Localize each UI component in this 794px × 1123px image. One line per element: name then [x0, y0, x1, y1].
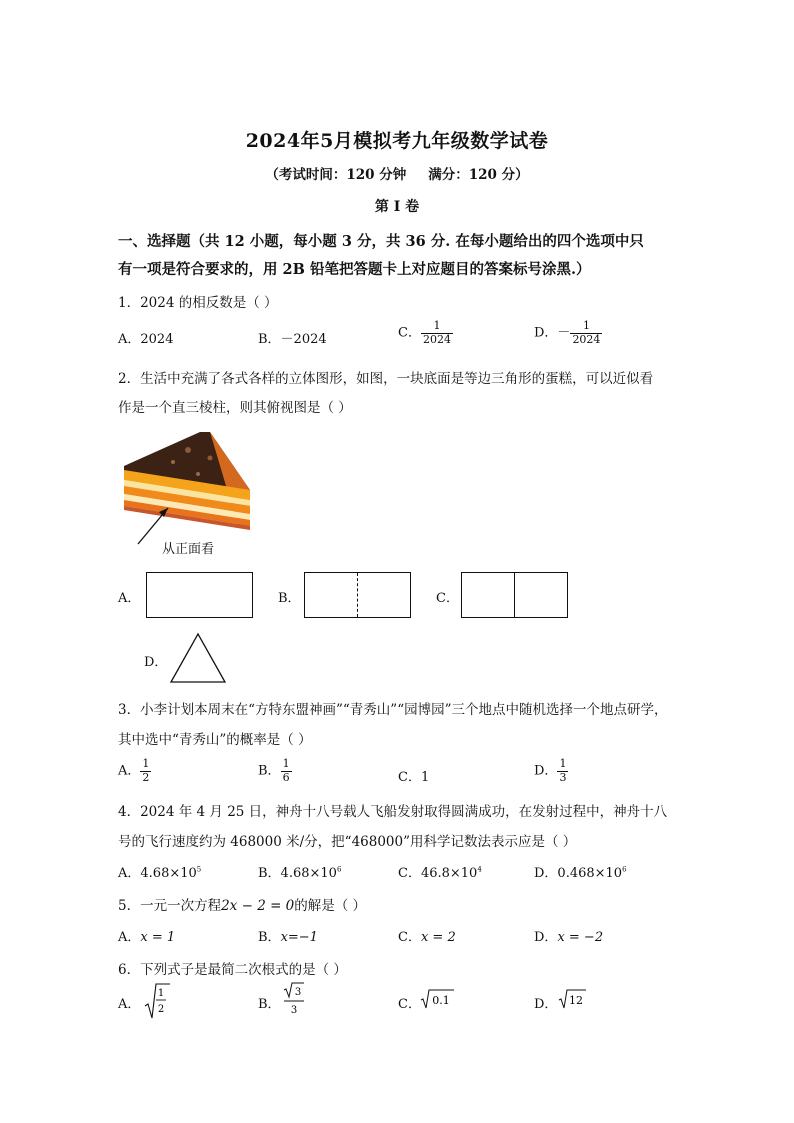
cake-prism-image: [118, 428, 258, 548]
q1-option-b: B．－2024: [258, 332, 327, 347]
q6-b-rad: 3: [294, 987, 302, 998]
q3-b-num: 1: [282, 757, 290, 770]
q3-a-den: 2: [142, 770, 150, 784]
q6-stem: 6．下列式子是最简二次根式的是（ ）: [118, 962, 347, 978]
q1-c-label: C．: [398, 325, 421, 341]
q6-option-b-fraction: [282, 982, 308, 1020]
q2-option-b-rectangle: [304, 572, 411, 618]
q3-option-d: [534, 758, 568, 784]
q3-a-num: 1: [142, 757, 150, 770]
q4-b-base: B．4.68×10: [258, 866, 337, 881]
q4-stem-line2: 号的飞行速度约为 468000 米/分，把“468000”用科学记数法表示应是（ ）: [118, 834, 577, 850]
q1-d-label: D．－: [534, 325, 571, 341]
q4-option-d: [534, 862, 627, 881]
q4-b-exp: 6: [336, 865, 342, 874]
q5-stem-pre: 5．一元一次方程: [118, 898, 222, 914]
q3-b-den: 6: [282, 770, 290, 784]
q1-stem: 1．2024 的相反数是（ ）: [118, 295, 278, 311]
q5-c-label: C．: [398, 930, 421, 945]
q2-stem-line2: 作是一个直三棱柱，则其俯视图是（ ）: [118, 400, 352, 416]
q1-c-fraction: [421, 320, 453, 346]
q2-option-c-label: C．: [436, 591, 459, 606]
q3-option-c: C．1: [398, 770, 430, 785]
page-title: 2024年5月模拟考九年级数学试卷: [245, 130, 549, 152]
q5-d-label: D．: [534, 930, 558, 945]
q1-d-fraction: [570, 320, 602, 346]
q3-option-a: [118, 758, 151, 784]
volume-heading: 第 I 卷: [374, 199, 420, 215]
exam-time: （考试时间：120 分钟: [265, 167, 407, 183]
q6-option-b-label: B．: [258, 997, 281, 1012]
q6-d-rad: 12: [569, 994, 583, 1007]
q4-option-a: [118, 862, 201, 881]
q4-option-c: [398, 862, 482, 881]
q3-a-fraction: [140, 758, 151, 784]
q5-option-c: [398, 926, 456, 945]
q1-option-c: [398, 320, 453, 346]
q6-option-d-sqrt: [558, 988, 586, 1010]
cake-caption: 从正面看: [162, 542, 215, 557]
q4-d-exp: 6: [622, 865, 627, 874]
q1-c-num: 1: [433, 319, 441, 332]
q5-c-eq: x = 2: [420, 930, 456, 945]
q3-b-fraction: [281, 758, 292, 784]
q6-b-den: 3: [290, 1005, 298, 1016]
exam-info: [0, 163, 794, 183]
q6-option-c-sqrt: [420, 988, 454, 1010]
section-heading-line1: 一、选择题（共 12 小题，每小题 3 分，共 36 分. 在每小题给出的四个选项中只: [118, 233, 644, 250]
q3-b-label: B．: [258, 763, 281, 779]
q5-a-eq: x = 1: [140, 930, 176, 945]
q6-option-c-label: C．: [398, 997, 421, 1012]
q5-b-label: B．: [258, 930, 281, 945]
q2-option-b-label: B．: [278, 591, 301, 606]
q6-option-a-sqrt: [144, 982, 170, 1020]
q6-option-d-label: D．: [534, 997, 558, 1012]
q2-option-b-dashed-line: [357, 573, 358, 617]
q3-stem-line1: 3．小李计划本周末在“方特东盟神画”“青秀山”“园博园”三个地点中随机选择一个地点研学，: [118, 702, 668, 718]
q3-a-label: A．: [118, 763, 141, 779]
q3-option-b: [258, 758, 292, 784]
q3-d-fraction: [557, 758, 568, 784]
q3-d-den: 3: [559, 770, 567, 784]
q2-option-d-triangle: [169, 632, 227, 684]
q5-d-eq: x = −2: [557, 930, 604, 945]
section-heading-line2: 有一项是符合要求的，用 2B 铅笔把答题卡上对应题目的答案标号涂黑.）: [118, 261, 591, 278]
q3-d-num: 1: [559, 757, 567, 770]
q4-a-base: A．4.68×10: [118, 866, 197, 881]
q5-equation: 2x − 2 = 0: [221, 898, 295, 914]
q1-c-den: 2024: [422, 332, 451, 346]
q2-option-a-label: A．: [118, 591, 141, 606]
q2-stem-line1: 2．生活中充满了各式各样的立体图形，如图，一块底面是等边三角形的蛋糕，可以近似看: [118, 371, 654, 387]
q3-stem-line2: 其中选中“青秀山”的概率是（ ）: [118, 732, 312, 748]
q5-option-b: [258, 926, 318, 945]
q2-option-c-solid-line: [514, 573, 515, 617]
q5-stem: [118, 894, 366, 914]
q1-option-a: A．2024: [118, 332, 174, 347]
q4-c-exp: 4: [477, 865, 482, 874]
q5-stem-post: 的解是（ ）: [294, 898, 367, 914]
q5-b-eq: x=−1: [280, 930, 318, 945]
q4-a-exp: 5: [196, 865, 202, 874]
q6-c-rad: 0.1: [432, 994, 450, 1007]
q5-option-d: [534, 926, 603, 945]
q4-d-base: D．0.468×10: [534, 866, 623, 881]
q2-option-a-rectangle: [146, 572, 253, 618]
q4-stem-line1: 4．2024 年 4 月 25 日，神舟十八号载人飞船发射取得圆满成功，在发射过程中，神舟十八: [118, 804, 668, 820]
q4-c-base: C．46.8×10: [398, 866, 478, 881]
q2-option-c-rectangle: [461, 572, 568, 618]
q6-a-den: 2: [157, 1004, 165, 1015]
q1-option-d: [534, 320, 602, 346]
exam-score: 满分：120 分）: [428, 167, 529, 183]
q1-d-num: 1: [582, 319, 590, 332]
q2-option-d-label: D．: [144, 655, 168, 670]
q3-d-label: D．: [534, 763, 558, 779]
q5-a-label: A．: [118, 930, 141, 945]
q6-option-a-label: A．: [118, 997, 141, 1012]
q4-option-b: [258, 862, 341, 881]
q5-option-a: [118, 926, 175, 945]
q6-a-num: 1: [157, 988, 165, 999]
q1-d-den: 2024: [572, 332, 601, 346]
